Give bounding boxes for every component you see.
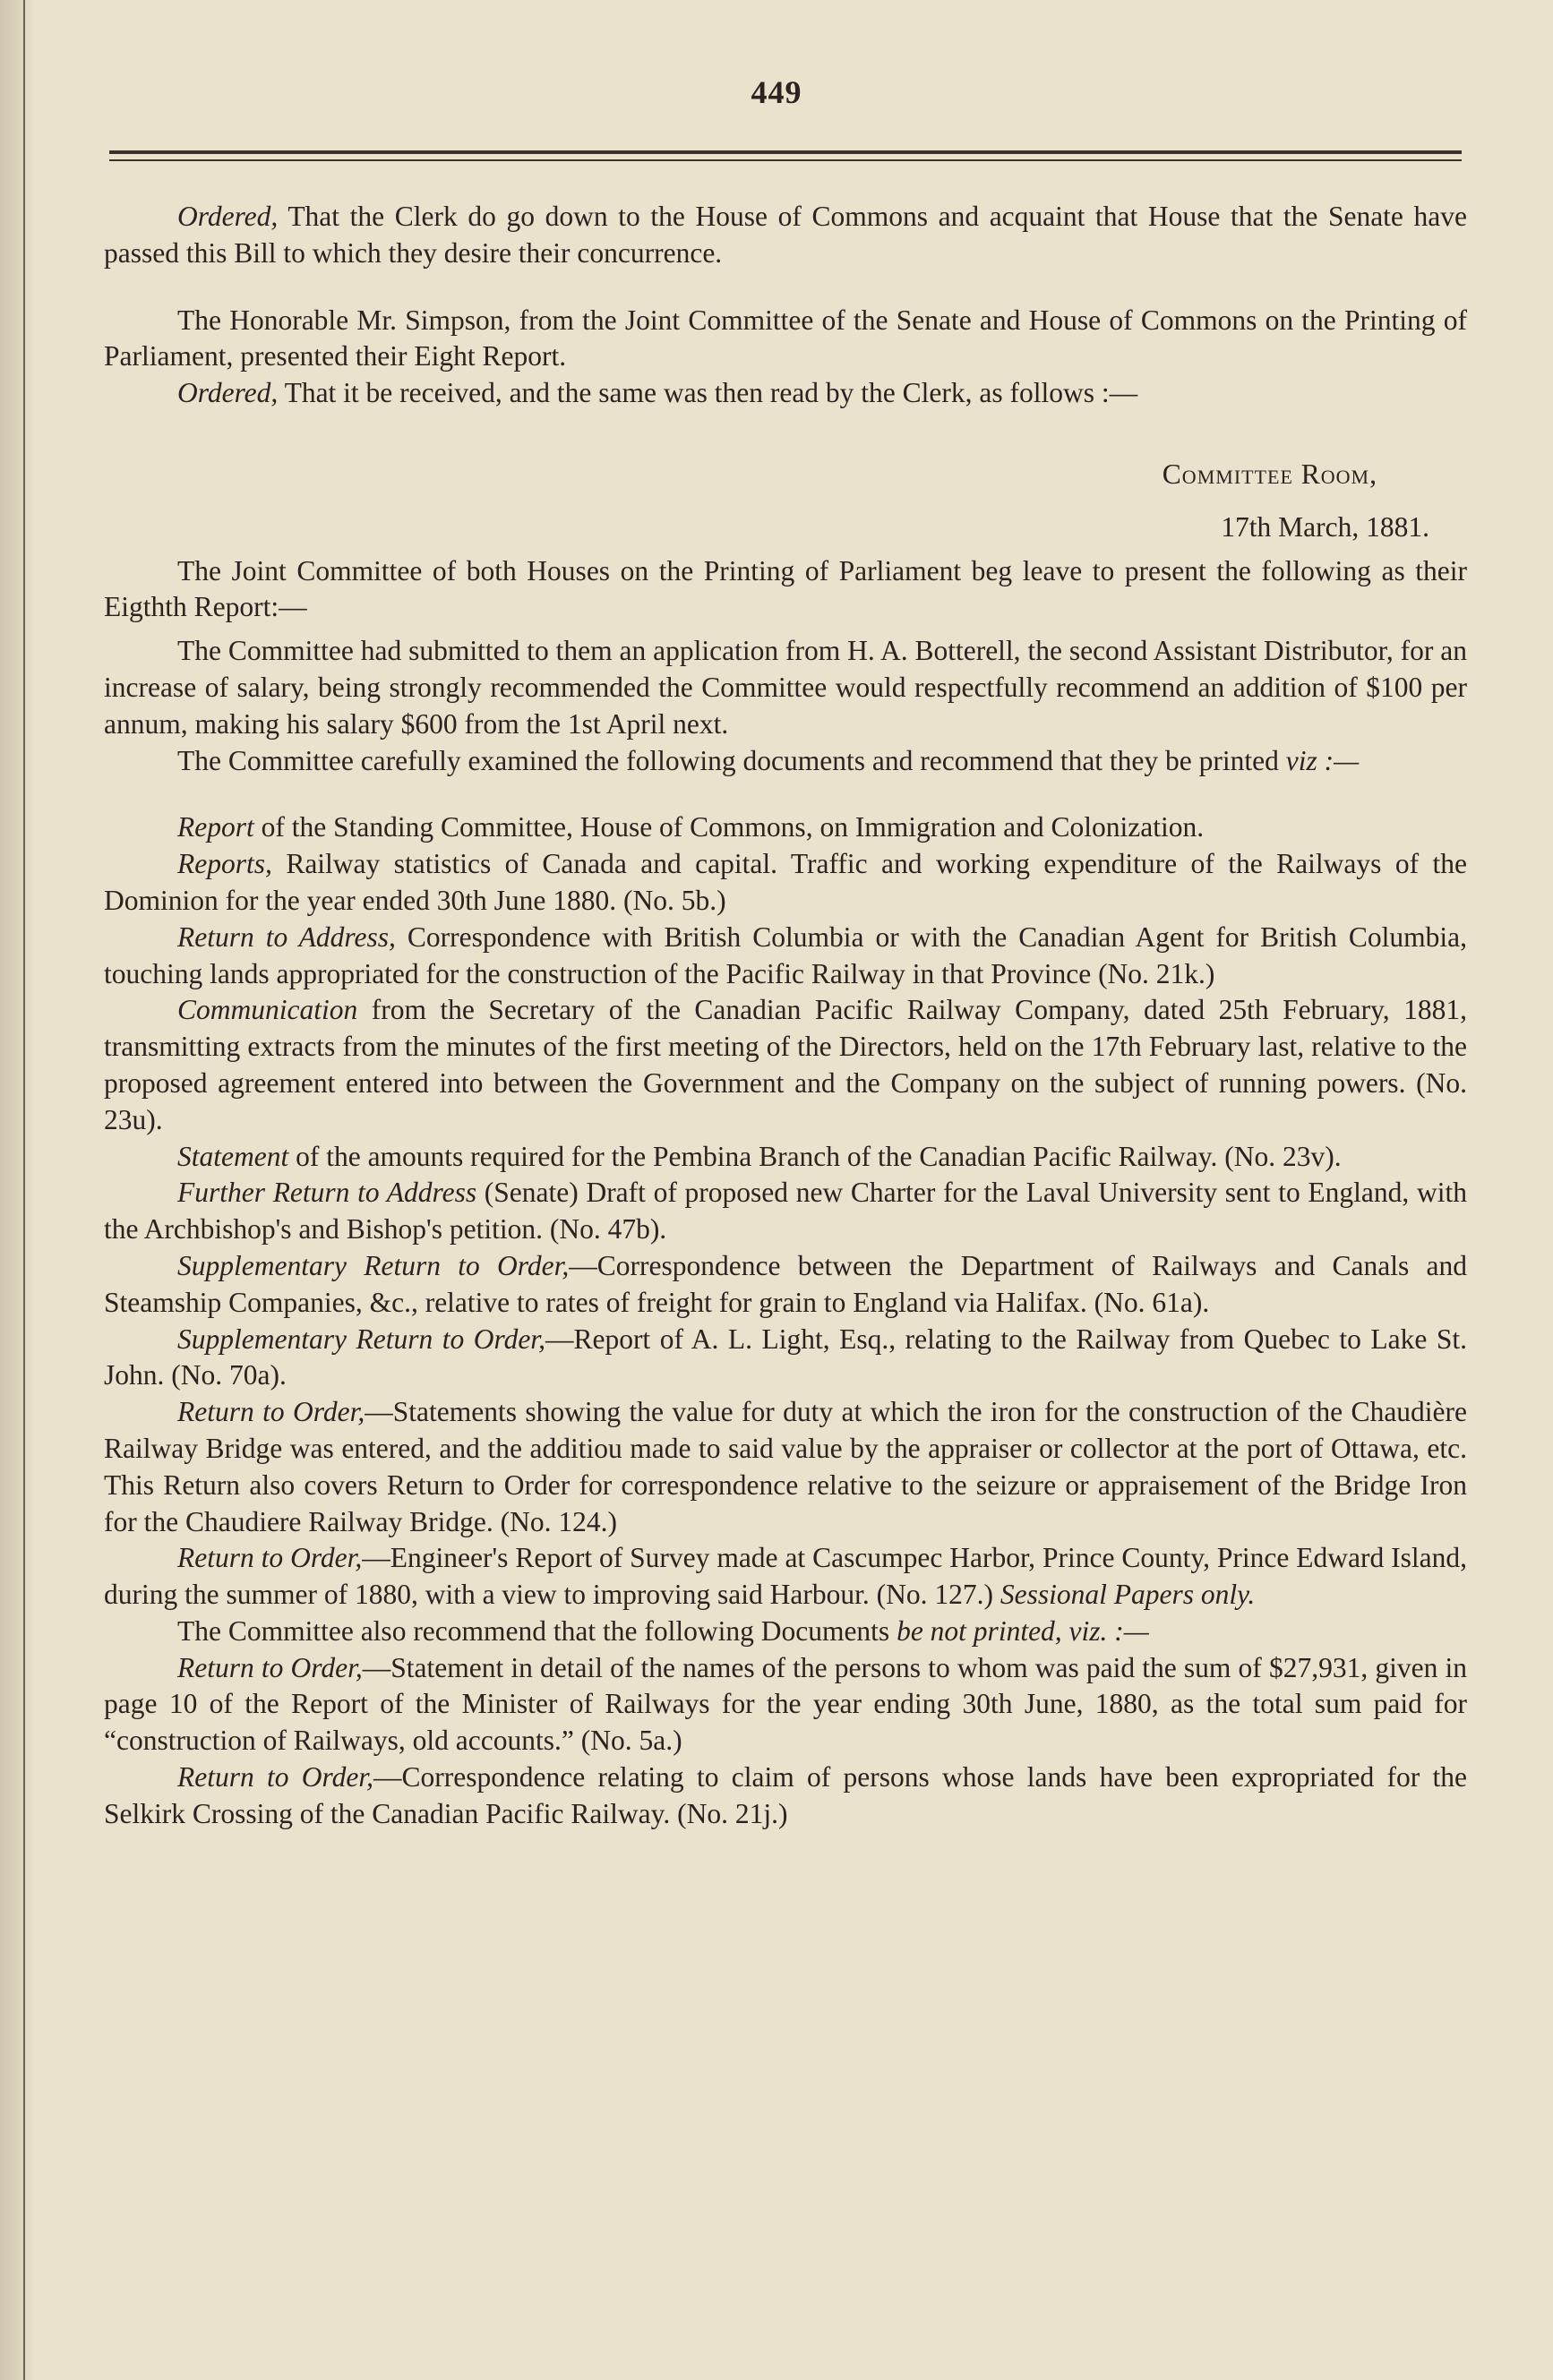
document-item-8: Return to Order,—Statements showing the value for duty at which the iron for the construction of the Chaudière Railway Bridge was entered, and the additiou made to said value by the appraiser or collector at the port of Ottawa, etc. This Return also covers Return to Order for correspondence relative to the seizure or appraisement of the Bridge Iron for the Chaudiere Railway Bridge. (No. 124.) [104, 1396, 1468, 1537]
binding-line [23, 0, 25, 2380]
report-date: 17th March, 1881. [1221, 510, 1429, 543]
ordered-paragraph: Ordered, That the Clerk do go down to the House of Commons and acquaint that House that the Senate have passed this Bill to which they desire their concurrence. [104, 201, 1467, 269]
document-item-2: Return to Address, Correspondence with British Columbia or with the Canadian Agent for British Columbia, touching lands appropriated for the construction of the Pacific Railway in that Province (No. 21k.) [104, 920, 1467, 989]
document-item-7: Supplementary Return to Order,—Report of A. L. Light, Esq., relating to the Railway from Quebec to Lake St. John. (No. 70a). [104, 1323, 1467, 1391]
header-rule-thick [109, 150, 1462, 154]
not-printed-paragraph: The Committee also recommend that the following Documents be not printed, viz. :— [177, 1614, 1149, 1647]
documents-printed-paragraph: The Committee carefully examined the following documents and recommend that they be printed viz :— [177, 744, 1360, 776]
document-item-9: Return to Order,—Engineer's Report of Survey made at Cascumpec Harbor, Prince County, Prince Edward Island, during the summer of 1880, with a view to improving said Harbour. (No. 127.) Sessional Papers only. [104, 1542, 1467, 1611]
botterell-salary-paragraph: The Committee had submitted to them an application from H. A. Botterell, the second Assistant Distributor, for an increase of salary, being strongly recommended the Committee would respectfully recommend an addition of $100 per annum, making his salary $600 from the 1st April next. [104, 635, 1467, 740]
document-item-3: Communication from the Secretary of the Canadian Pacific Railway Company, dated 25th February, 1881, transmitting extracts from the minutes of the first meeting of the Directors, held on the 17th February last, relative to the proposed agreement entered into between the Government and the Company on the subject of running powers. (No. 23u). [104, 994, 1467, 1135]
document-item-1: Reports, Railway statistics of Canada and capital. Traffic and working expenditure of the Railways of the Dominion for the year ended 30th June 1880. (No. 5b.) [104, 848, 1467, 916]
document-item-0: Report of the Standing Committee, House of Commons, on Immigration and Colonization. [177, 811, 1205, 843]
document-item-4: Statement of the amounts required for the Pembina Branch of the Canadian Pacific Railway. (No. 23v). [177, 1140, 1342, 1172]
ordered-received-paragraph: Ordered, That it be received, and the same was then read by the Clerk, as follows :— [177, 377, 1138, 409]
report-presented-paragraph: The Honorable Mr. Simpson, from the Joint Committee of the Senate and House of Commons on the Printing of Parliament, presented their Eight Report. [104, 304, 1467, 372]
page-number: 449 [751, 74, 802, 110]
document-item-6: Supplementary Return to Order,—Correspondence between the Department of Railways and Canals and Steamship Companies, &c., relative to rates of freight for grain to England via Halifax. (No. 61a). [104, 1249, 1467, 1318]
committee-room-heading: Committee Room, [1162, 458, 1377, 490]
page-body [104, 199, 1467, 1833]
page-binding-edge [0, 0, 36, 2380]
not-printed-item-1: Return to Order,—Correspondence relating to claim of persons whose lands have been expropriated for the Selkirk Crossing of the Canadian Pacific Railway. (No. 21j.) [104, 1761, 1467, 1829]
header-rule-thin [109, 159, 1462, 161]
document-item-5: Further Return to Address (Senate) Draft of proposed new Charter for the Laval University sent to England, with the Archbishop's and Bishop's petition. (No. 47b). [104, 1177, 1467, 1246]
not-printed-item-0: Return to Order,—Statement in detail of the names of the persons to whom was paid the sum of $27,931, given in page 10 of the Report of the Minister of Railways for the year ending 30th June, 1880, as the total sum paid for “construction of Railways, old accounts.” (No. 5a.) [104, 1651, 1467, 1757]
joint-committee-paragraph: The Joint Committee of both Houses on the Printing of Parliament beg leave to present the following as their Eigthth Report:— [104, 554, 1467, 623]
